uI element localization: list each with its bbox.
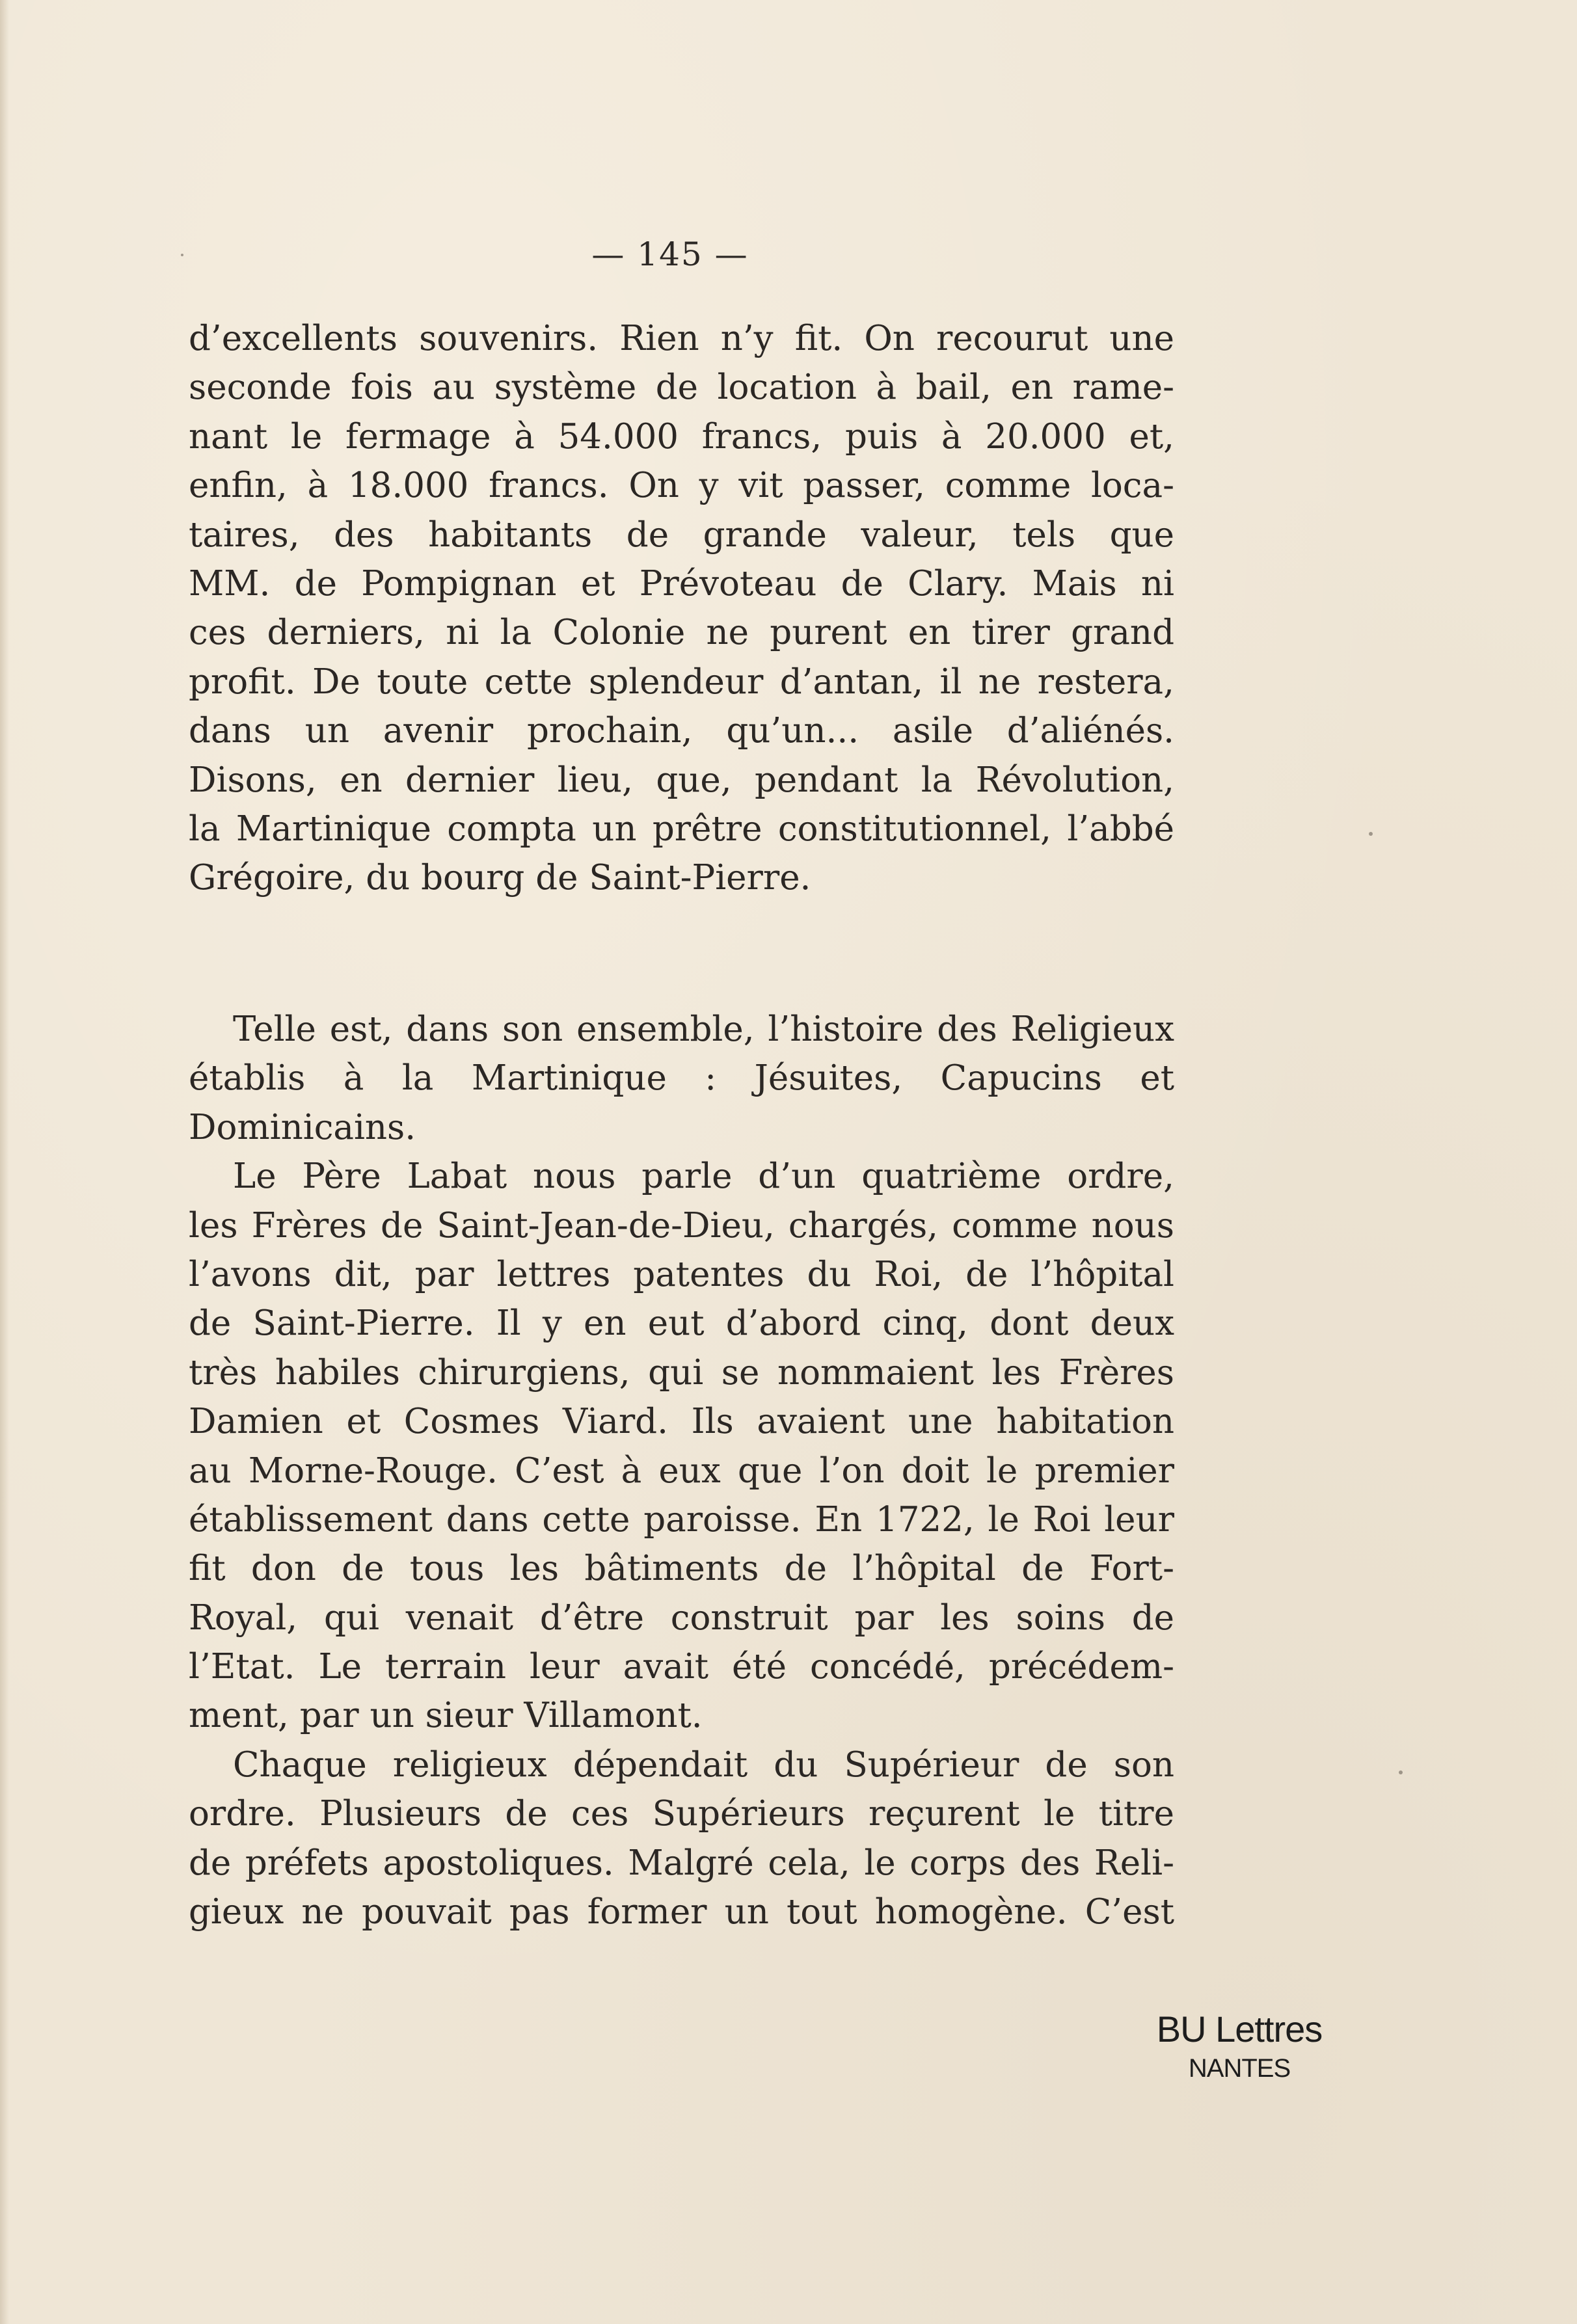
text-line: Chaque religieux dépendait du Supérieur de son: [233, 1744, 1174, 1785]
text-line: l’Etat. Le terrain leur avait été concédé, précédem-: [189, 1647, 1174, 1687]
paragraph: [189, 1741, 1174, 1937]
text-line: dans un avenir prochain, qu’un... asile d’aliénés.: [189, 711, 1174, 751]
text-line: d’excellents souvenirs. Rien n’y fit. On recourut une: [189, 319, 1174, 358]
text-line: établissement dans cette paroisse. En 1722, le Roi leur: [189, 1499, 1174, 1540]
text-block-main: [189, 1005, 1174, 1936]
text-line: les Frères de Saint-Jean-de-Dieu, chargés, comme nous: [189, 1205, 1174, 1246]
stamp-line-1: BU Lettres: [1156, 2009, 1323, 2050]
text-line: seconde fois au système de location à bail, en rame-: [189, 367, 1174, 408]
paragraph: [189, 1005, 1174, 1152]
text-line: Dominicains.: [189, 1107, 416, 1147]
text-line: Telle est, dans son ensemble, l’histoire des Religieux: [233, 1009, 1174, 1049]
stamp-line-2: NANTES: [1188, 2054, 1291, 2083]
paper-speck: [1399, 1770, 1403, 1774]
library-stamp: [1132, 2007, 1347, 2085]
text-line: Disons, en dernier lieu, que, pendant la Révolution,: [189, 760, 1174, 800]
text-line: très habiles chirurgiens, qui se nommaient les Frères: [189, 1352, 1174, 1393]
text-line: ment, par un sieur Villamont.: [189, 1696, 703, 1736]
text-line: la Martinique compta un prêtre constitutionnel, l’abbé: [189, 808, 1174, 849]
paper-speck: [1369, 832, 1373, 836]
text-line: l’avons dit, par lettres patentes du Roi, de l’hôpital: [189, 1254, 1174, 1294]
paragraph: [189, 314, 1174, 903]
text-line: profit. De toute cette splendeur d’antan, il ne restera,: [189, 661, 1174, 702]
text-line: ces derniers, ni la Colonie ne purent en tirer grand: [189, 613, 1174, 653]
paper-speck: [181, 254, 183, 256]
text-line: au Morne-Rouge. C’est à eux que l’on doit le premier: [189, 1450, 1174, 1491]
text-line: de Saint-Pierre. Il y en eut d’abord cinq, dont deux: [189, 1303, 1174, 1344]
text-line: taires, des habitants de grande valeur, tels que: [189, 514, 1174, 555]
text-line: de préfets apostoliques. Malgré cela, le corps des Reli-: [189, 1843, 1174, 1883]
text-block-continuation: [189, 314, 1174, 903]
text-line: enfin, à 18.000 francs. On y vit passer, comme loca-: [189, 466, 1174, 506]
text-line: Royal, qui venait d’être construit par les soins de: [189, 1597, 1174, 1638]
page-left-edge: [0, 0, 9, 2324]
text-line: ordre. Plusieurs de ces Supérieurs reçurent le titre: [189, 1794, 1174, 1834]
text-line: gieux ne pouvait pas former un tout homogène. C’est: [189, 1892, 1174, 1932]
text-line: Le Père Labat nous parle d’un quatrième ordre,: [233, 1156, 1174, 1197]
text-line: établis à la Martinique : Jésuites, Capucins et: [189, 1058, 1174, 1099]
paragraph: [189, 1152, 1174, 1741]
text-line: MM. de Pompignan et Prévoteau de Clary. Mais ni: [189, 563, 1174, 604]
text-line: fit don de tous les bâtiments de l’hôpital de Fort-: [189, 1549, 1174, 1589]
page-number: — 145 —: [591, 235, 749, 273]
text-line: Grégoire, du bourg de Saint-Pierre.: [189, 858, 811, 898]
text-line: nant le fermage à 54.000 francs, puis à 20.000 et,: [189, 416, 1174, 457]
text-line: Damien et Cosmes Viard. Ils avaient une habitation: [189, 1402, 1174, 1442]
